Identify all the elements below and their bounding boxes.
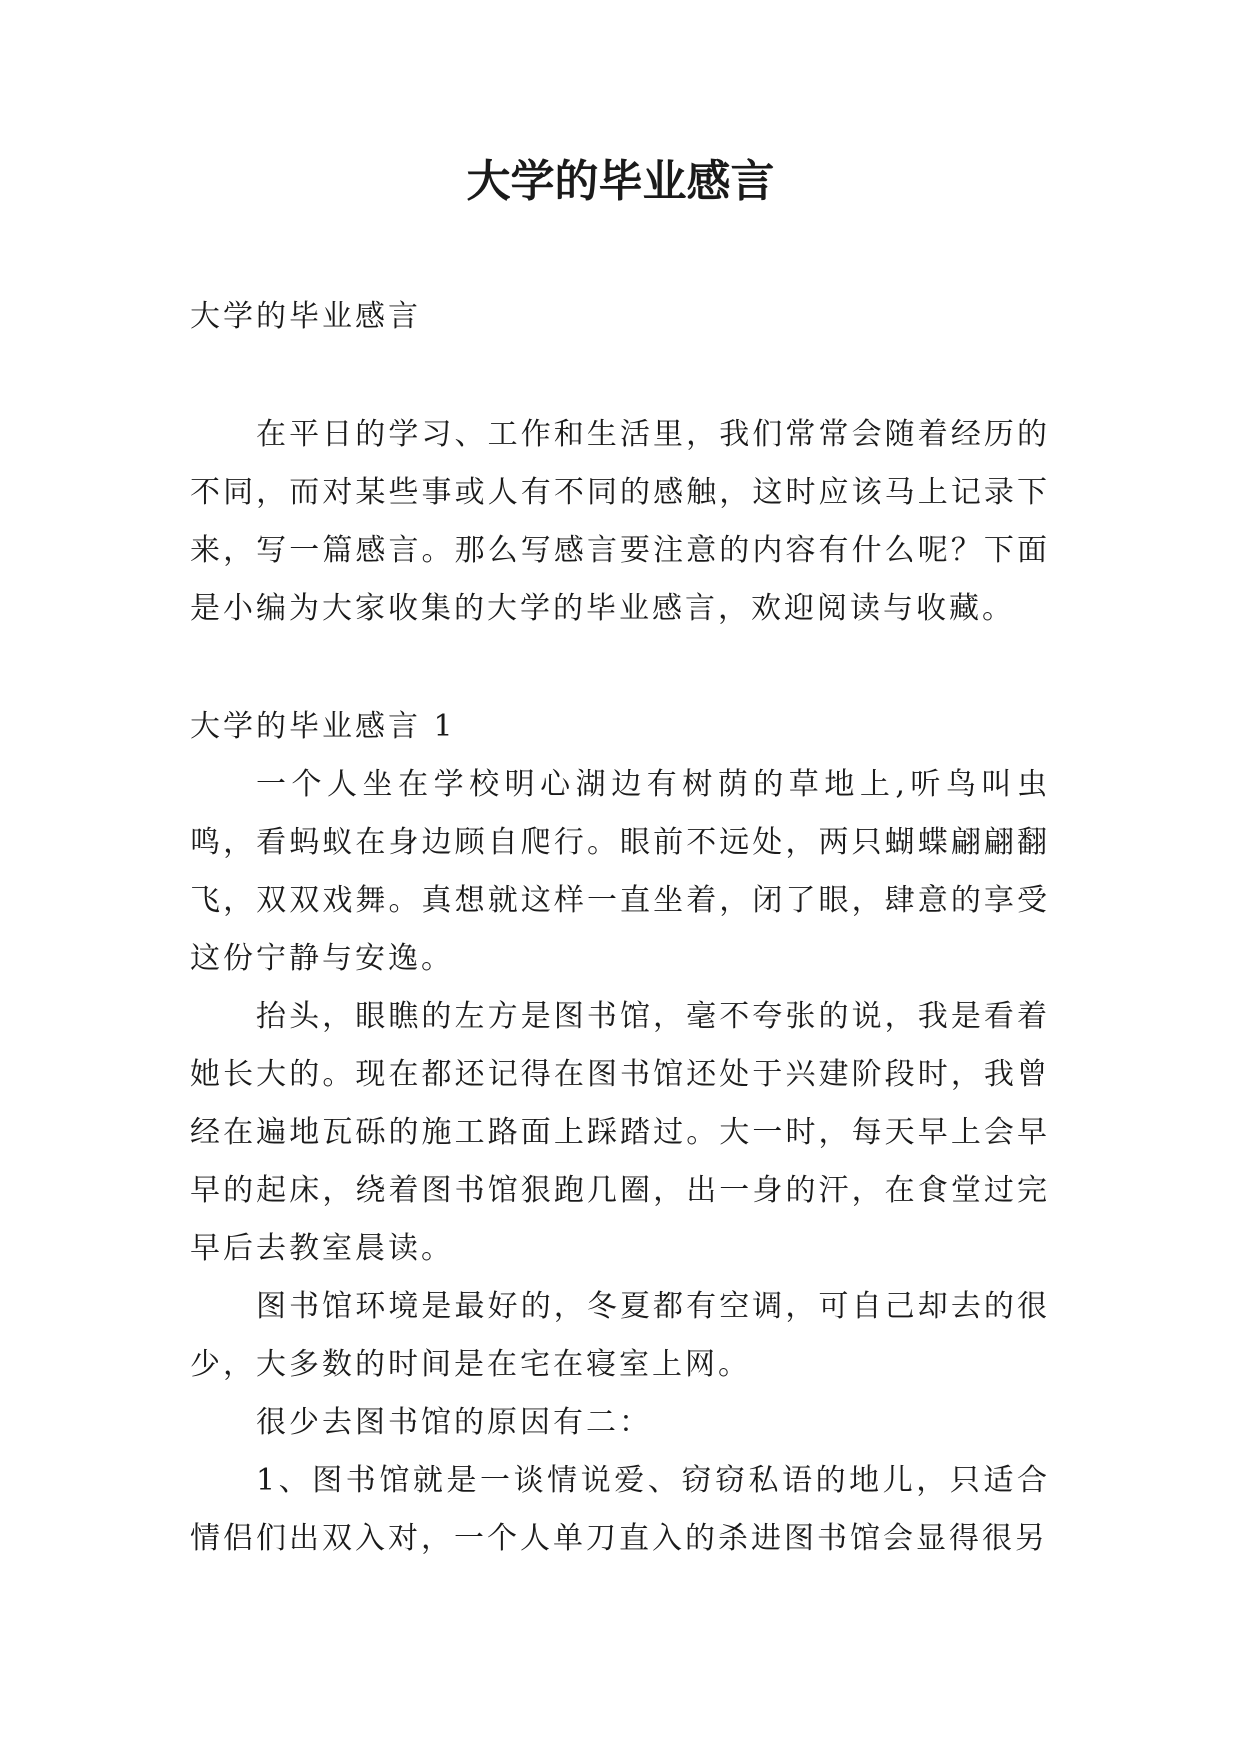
document-title: 大学的毕业感言 — [466, 156, 775, 207]
body-paragraph: 图书馆环境是最好的，冬夏都有空调，可自己却去的很少，大多数的时间是在宅在寝室上网。 — [190, 1289, 1050, 1382]
document-body — [190, 288, 1050, 1568]
section-heading: 大学的毕业感言 1 — [190, 709, 456, 744]
intro-paragraph: 在平日的学习、工作和生活里，我们常常会随着经历的不同，而对某些事或人有不同的感触，这时应该马上记录下来，写一篇感言。那么写感言要注意的内容有什么呢？下面是小编为大家收集的大学的毕业感言，欢迎阅读与收藏。 — [190, 417, 1050, 626]
body-paragraph: 很少去图书馆的原因有二： — [256, 1405, 652, 1440]
body-paragraph: 一个人坐在学校明心湖边有树荫的草地上,听鸟叫虫鸣，看蚂蚁在身边顾自爬行。眼前不远处，两只蝴蝶翩翩翻飞，双双戏舞。真想就这样一直坐着，闭了眼，肆意的享受这份宁静与安逸。 — [190, 767, 1050, 976]
body-paragraph: 抬头，眼瞧的左方是图书馆，毫不夸张的说，我是看着她长大的。现在都还记得在图书馆还处于兴建阶段时，我曾经在遍地瓦砾的施工路面上踩踏过。大一时，每天早上会早早的起床，绕着图书馆狠跑几圈，出一身的汗，在食堂过完早后去教室晨读。 — [190, 999, 1050, 1266]
body-paragraph: 1、图书馆就是一谈情说爱、窃窃私语的地儿，只适合情侣们出双入对，一个人单刀直入的杀进图书馆会显得很另 — [190, 1463, 1050, 1556]
document-subtitle: 大学的毕业感言 — [190, 299, 421, 334]
